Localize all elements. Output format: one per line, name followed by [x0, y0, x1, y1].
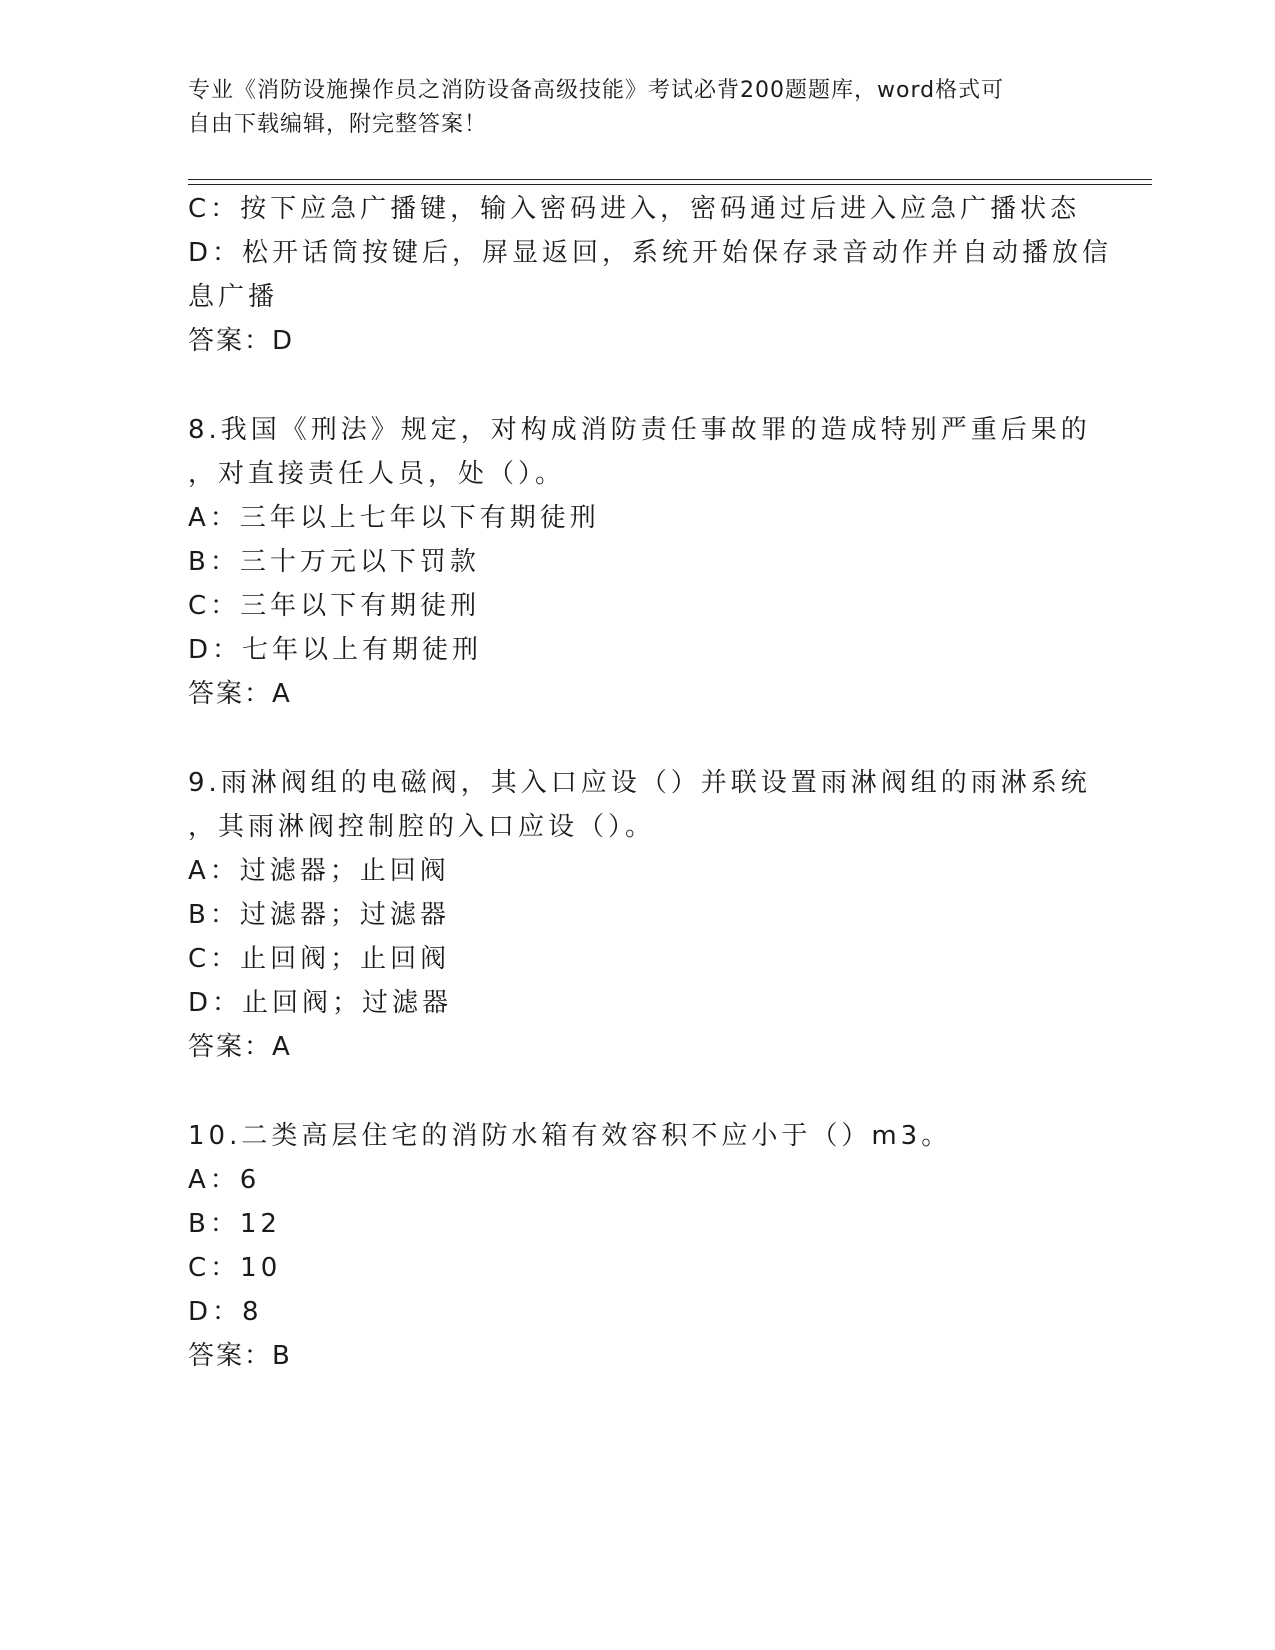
q7-option-d-line-1: D：松开话筒按键后，屏显返回，系统开始保存录音动作并自动播放信 [188, 238, 1113, 268]
header-divider-bottom [188, 184, 1152, 185]
q7-answer: 答案：D [188, 326, 295, 356]
q8-option-b: B：三十万元以下罚款 [188, 547, 480, 577]
q9-option-d: D：止回阀；过滤器 [188, 988, 453, 1018]
q10-option-c: C：10 [188, 1253, 282, 1283]
q10-option-b: B：12 [188, 1209, 281, 1239]
q9-option-c: C：止回阀；止回阀 [188, 944, 451, 974]
q7-option-c: C：按下应急广播键，输入密码进入，密码通过后进入应急广播状态 [188, 194, 1081, 224]
document-header [188, 74, 1088, 142]
q9-option-b: B：过滤器；过滤器 [188, 900, 450, 930]
q8-stem-line-2: ，对直接责任人员，处（）。 [188, 459, 566, 489]
q9-stem-line-1: 9.雨淋阀组的电磁阀，其入口应设（）并联设置雨淋阀组的雨淋系统 [188, 768, 1091, 798]
header-line-1: 专业《消防设施操作员之消防设备高级技能》考试必背200题题库，word格式可 [188, 78, 1005, 103]
q8-option-d: D：七年以上有期徒刑 [188, 635, 483, 665]
q8-option-c: C：三年以下有期徒刑 [188, 591, 481, 621]
q9-option-a: A：过滤器；止回阀 [188, 856, 450, 886]
q7-option-d-line-2: 息广播 [188, 282, 279, 312]
q10-stem-line-1: 10.二类高层住宅的消防水箱有效容积不应小于（）m3。 [188, 1121, 952, 1151]
q8-stem-line-1: 8.我国《刑法》规定，对构成消防责任事故罪的造成特别严重后果的 [188, 415, 1091, 445]
q10-option-d: D：8 [188, 1297, 263, 1327]
q10-option-a: A：6 [188, 1165, 261, 1195]
q10-answer: 答案：B [188, 1341, 292, 1371]
header-divider-top [188, 179, 1152, 180]
header-line-2: 自由下载编辑，附完整答案！ [188, 112, 488, 137]
q8-answer: 答案：A [188, 679, 292, 709]
q9-stem-line-2: ，其雨淋阀控制腔的入口应设（）。 [188, 812, 656, 842]
q8-option-a: A：三年以上七年以下有期徒刑 [188, 503, 600, 533]
q9-answer: 答案：A [188, 1032, 292, 1062]
